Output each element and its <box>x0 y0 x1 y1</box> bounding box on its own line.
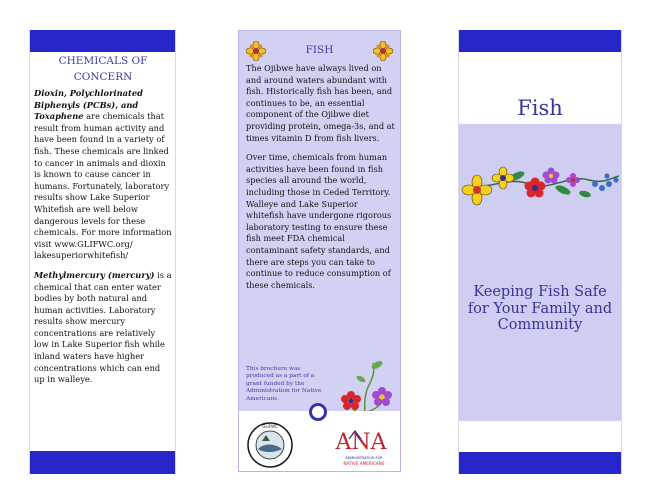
fish-text <box>246 63 396 299</box>
svg-text:ADMINISTRATION FOR: ADMINISTRATION FOR <box>345 456 383 460</box>
fish-heading: FISH <box>305 44 334 56</box>
bottom-bar <box>459 452 621 474</box>
top-bar <box>30 30 175 52</box>
fish-paragraph-1: The Ojibwe have always lived on and around waters abundant with fish. Historically fish has been, and continues to be, an essential component of the Ojibwe diet providing protein, omega-3s, and at times vitamin D from fish livers. <box>246 63 395 143</box>
flower-icon <box>246 41 266 61</box>
fish-paragraph-2: Over time, chemicals from human activities have been found in fish species all around the world, including those in Ceded Territory. Walleye and Lake Superior whitefish have undergone rigorous laboratory testing to ensure these fish meet FDA chemical contaminant safety standards, and there are steps you can take to continue to reduce consumption of these chemicals. <box>246 152 392 290</box>
ring-icon <box>309 403 327 421</box>
cover-title: Fish <box>517 96 563 120</box>
glifwc-seal-logo <box>244 421 304 469</box>
lavender-band <box>459 124 621 421</box>
chemicals-heading: CHEMICALS OF CONCERN <box>58 55 148 83</box>
dioxin-term: Dioxin, Polychlorinated Biphenyls (PCBs), and Toxaphene <box>34 88 143 122</box>
left-content <box>34 53 172 394</box>
mercury-paragraph <box>34 270 172 386</box>
flower-icon <box>373 41 393 61</box>
dioxin-text: are chemicals that result from human activity and have been found in a variety of fish. These chemicals are linked to cancer in animals and dioxin is known to cause cancer in humans. Fortunately, laboratory results show Lake Superior Whitefish are well below dangerous levels for these chemicals. For more information visit www.GLIFWC.org/ lakesuperiorwhitefish/ <box>34 111 172 261</box>
right-panel <box>458 30 622 474</box>
mercury-text: is a chemical that can enter water bodies by both natural and human activities. Laboratory results show mercury concentrations are relatively low in Lake Superior fish while inland waters have higher concentrations which can end up in walleye. <box>34 269 172 385</box>
dioxin-paragraph <box>34 88 172 262</box>
left-panel <box>29 30 176 474</box>
ana-logo <box>331 425 397 469</box>
svg-text:GLIFWC: GLIFWC <box>262 424 278 429</box>
grant-note: This brochure was produced as a part of a grant funded by the Administration for Native Americans. <box>246 366 322 402</box>
middle-panel <box>238 30 401 472</box>
fish-title-row <box>239 39 400 61</box>
top-bar <box>459 30 621 52</box>
cover-subtitle: Keeping Fish Safe for Your Family and Community <box>467 284 613 333</box>
ana-logo-text: ANA <box>335 430 387 455</box>
bottom-bar <box>30 451 175 474</box>
svg-text:NATIVE AMERICANS: NATIVE AMERICANS <box>343 461 385 466</box>
floral-vine-illustration <box>459 154 623 214</box>
mercury-term: Methylmercury (mercury) <box>34 269 155 280</box>
